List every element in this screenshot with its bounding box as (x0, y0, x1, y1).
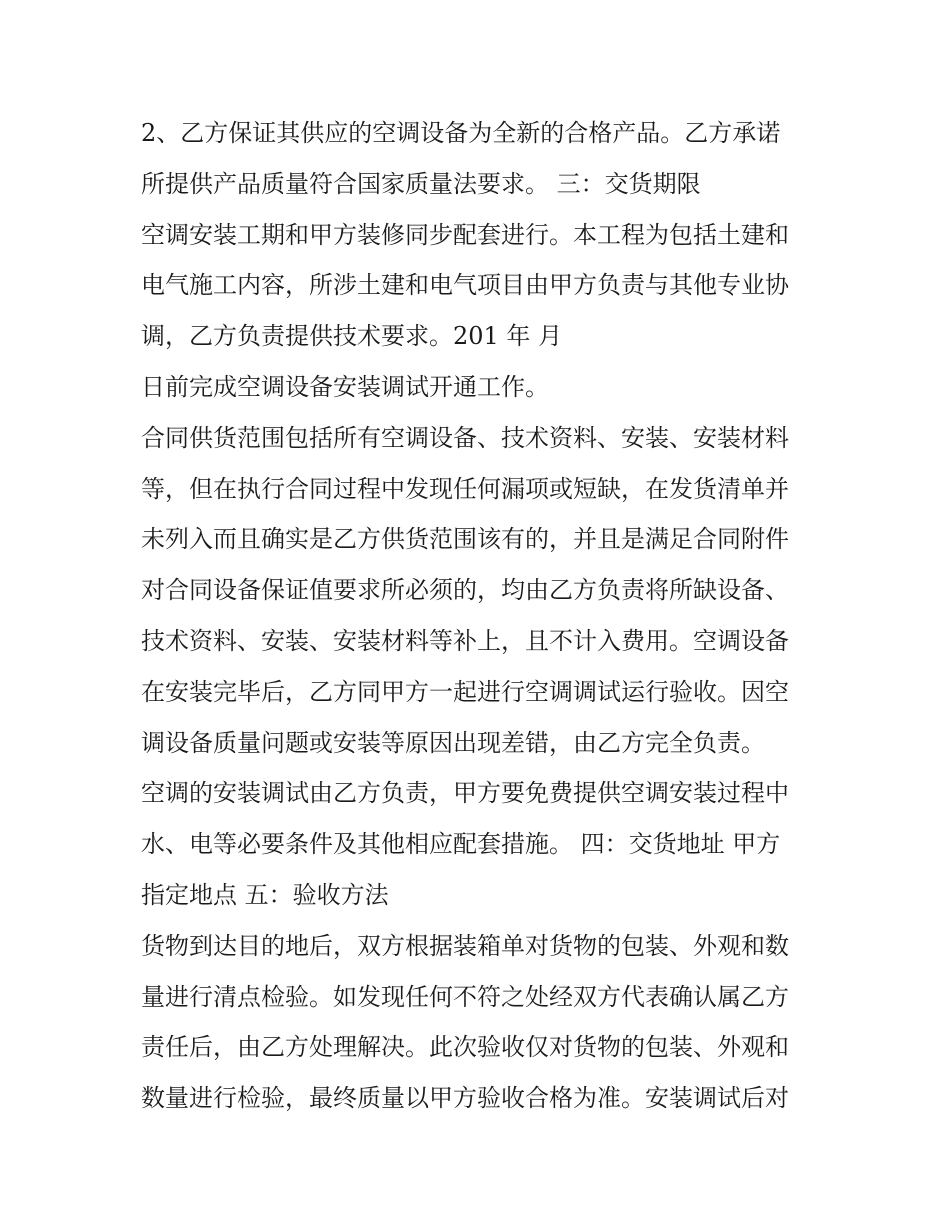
text-line: 调，乙方负责提供技术要求。201 年 月 (141, 322, 563, 351)
text-line: 责任后，由乙方处理解决。此次验收仅对货物的包装、外观和 (141, 1033, 789, 1062)
text-line: 在安装完毕后，乙方同甲方一起进行空调调试运行验收。因空 (141, 677, 789, 706)
text-line: 日前完成空调设备安装调试开通工作。 (141, 372, 549, 401)
text-line: 合同供货范围包括所有空调设备、技术资料、安装、安装材料 (141, 423, 789, 452)
text-line: 水、电等必要条件及其他相应配套措施。 四：交货地址 甲方 (141, 830, 781, 859)
text-line: 指定地点 五：验收方法 (141, 880, 389, 909)
text-line: 空调安装工期和甲方装修同步配套进行。本工程为包括土建和 (141, 220, 789, 249)
text-line: 对合同设备保证值要求所必须的，均由乙方负责将所缺设备、 (141, 576, 789, 605)
text-line: 技术资料、安装、安装材料等补上，且不计入费用。空调设备 (141, 626, 789, 655)
text-line: 调设备质量问题或安装等原因出现差错，由乙方完全负责。 (141, 728, 765, 757)
text-line: 空调的安装调试由乙方负责，甲方要免费提供空调安装过程中 (141, 779, 789, 808)
text-line: 所提供产品质量符合国家质量法要求。 三：交货期限 (141, 169, 701, 198)
text-line: 未列入而且确实是乙方供货范围该有的，并且是满足合同附件 (141, 525, 789, 554)
text-line: 数量进行检验，最终质量以甲方验收合格为准。安装调试后对 (141, 1084, 789, 1113)
text-line: 货物到达目的地后，双方根据装箱单对货物的包装、外观和数 (141, 931, 789, 960)
text-line: 量进行清点检验。如发现任何不符之处经双方代表确认属乙方 (141, 982, 789, 1011)
contract-text-body (141, 108, 821, 1124)
text-line: 电气施工内容，所涉土建和电气项目由甲方负责与其他专业协 (141, 271, 789, 300)
text-line: 等，但在执行合同过程中发现任何漏项或短缺，在发货清单并 (141, 474, 789, 503)
text-line: 2、乙方保证其供应的空调设备为全新的合格产品。乙方承诺 (141, 119, 781, 147)
